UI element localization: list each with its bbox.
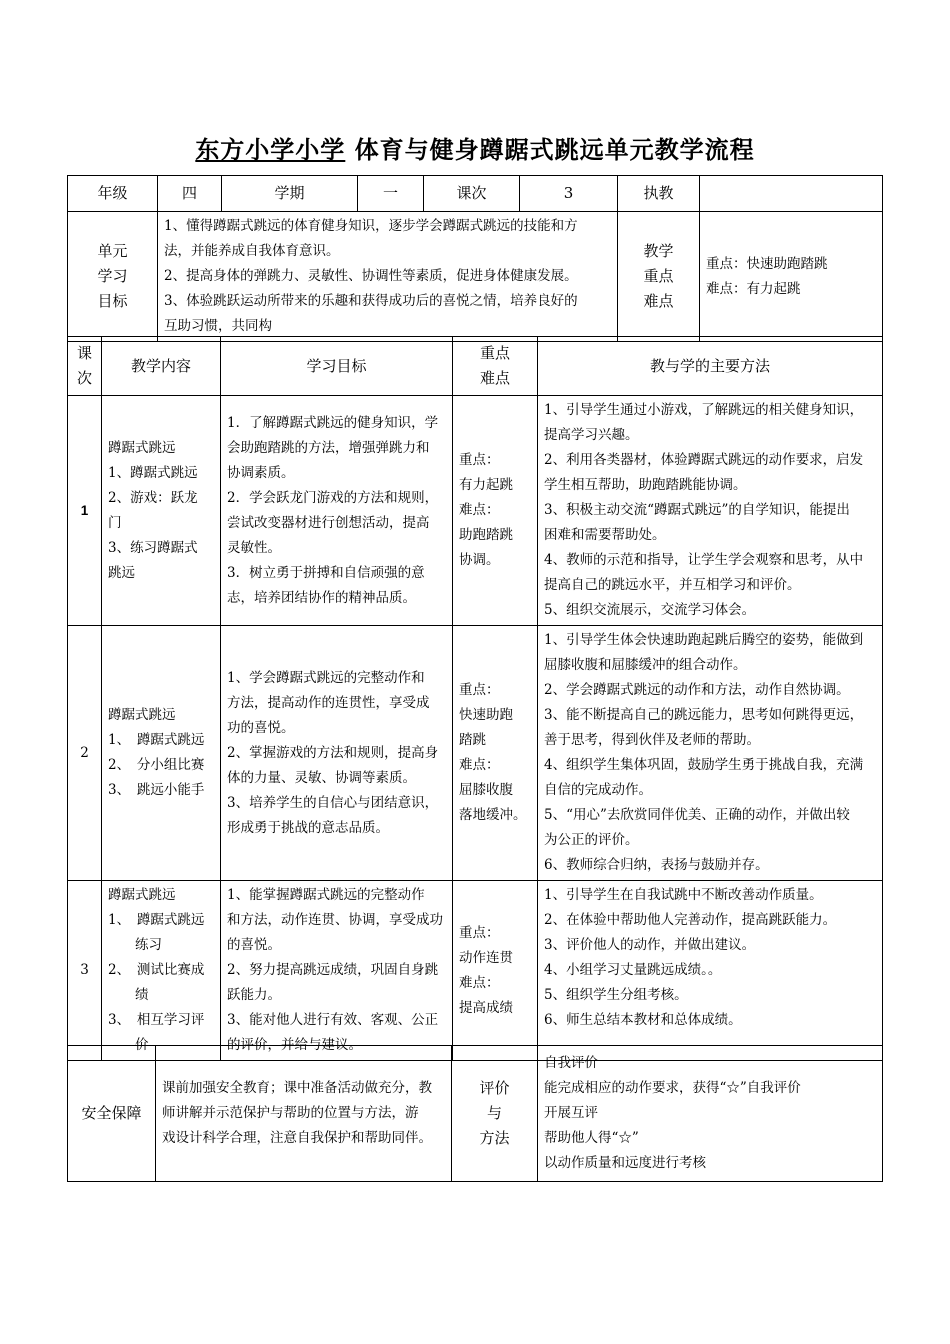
- col-objectives: 学习目标: [221, 337, 453, 396]
- lesson-content: 蹲踞式跳远 1、 蹲踞式跳远 练习 2、 测试比赛成 绩 3、 相互学习评 价: [102, 881, 221, 1061]
- lesson-objectives: 1、能掌握蹲踞式跳远的完整动作 和方法，动作连贯、协调，享受成功 的喜悦。 2、努力提高跳远成绩，巩固自身跳 跃能力。 3、能对他人进行有效、客观、公正 的评价，并给与建议。: [221, 881, 453, 1061]
- page-title: [0, 130, 950, 165]
- lesson-number: 2: [68, 626, 102, 881]
- col-key: 重点 难点: [453, 337, 538, 396]
- safety-text: 课前加强安全教育；课中准备活动做充分，教 师讲解并示范保护与帮助的位置与方法，游 戏设计科学合理，注意自我保护和帮助同伴。: [156, 1046, 452, 1182]
- teacher-label: 执教: [618, 176, 700, 212]
- grade-value: 四: [158, 176, 222, 212]
- unit-goals: 1、懂得蹲踞式跳远的体育健身知识，逐步学会蹲踞式跳远的技能和方 法，并能养成自我体育意识。 2、提高身体的弹跳力、灵敏性、协调性等素质，促进身体健康发展。 3、体验跳跃运动所带来的乐趣和获得成功后的喜悦之情，培养良好的 互助习惯，共同构: [158, 212, 618, 342]
- lesson-methods: 1、引导学生在自我试跳中不断改善动作质量。 2、在体验中帮助他人完善动作，提高跳跃能力。 3、评价他人的动作，并做出建议。 4、小组学习丈量跳远成绩。。 5、组织学生分组考核。 6、师生总结本教材和总体成绩。: [538, 881, 883, 1061]
- teacher-value: [700, 176, 883, 212]
- table-row: [68, 881, 883, 1061]
- lesson-value: 3: [520, 176, 618, 212]
- lesson-number: 3: [68, 881, 102, 1061]
- term-label: 学期: [222, 176, 358, 212]
- header-table: [67, 175, 883, 342]
- lesson-objectives: 1．了解蹲踞式跳远的健身知识，学 会助跑踏跳的方法，增强弹跳力和 协调素质。 2．学会跃龙门游戏的方法和规则， 尝试改变器材进行创想活动，提高 灵敏性。 3．树立勇于拼搏和自信顽强的意 志，培养团结协作的精神品质。: [221, 396, 453, 626]
- lesson-key-points: 重点： 动作连贯 难点： 提高成绩: [453, 881, 538, 1061]
- table-row: [68, 396, 883, 626]
- lesson-label: 课次: [424, 176, 520, 212]
- key-points: 重点：快速助跑踏跳 难点：有力起跳: [700, 212, 883, 342]
- lesson-key-points: 重点： 有力起跳 难点： 助跑踏跳 协调。: [453, 396, 538, 626]
- table-row: [68, 626, 883, 881]
- lesson-content: 蹲踞式跳远 1、蹲踞式跳远 2、游戏：跃龙 门 3、练习蹲踞式 跳远: [102, 396, 221, 626]
- evaluation-label: 评价 与 方法: [452, 1046, 538, 1182]
- evaluation-text: 自我评价 能完成相应的动作要求，获得“☆”自我评价 开展互评 帮助他人得“☆” 以动作质量和远度进行考核: [538, 1046, 883, 1182]
- lesson-objectives: 1、学会蹲踞式跳远的完整动作和 方法，提高动作的连贯性，享受成 功的喜悦。 2、掌握游戏的方法和规则，提高身 体的力量、灵敏、协调等素质。 3、培养学生的自信心与团结意识， 形成勇于挑战的意志品质。: [221, 626, 453, 881]
- lesson-key-points: 重点： 快速助跑 踏跳 难点： 屈膝收腹 落地缓冲。: [453, 626, 538, 881]
- lesson-number: 1: [68, 396, 102, 626]
- key-points-label: 教学 重点 难点: [618, 212, 700, 342]
- title-text: 体育与健身蹲踞式跳远单元教学流程: [345, 135, 755, 164]
- grade-label: 年级: [68, 176, 158, 212]
- safety-label: 安全保障: [68, 1046, 156, 1182]
- school-name: 东方小学小学: [195, 135, 346, 164]
- lessons-table: [67, 336, 883, 1061]
- col-methods: 教与学的主要方法: [538, 337, 883, 396]
- footer-table: [67, 1045, 883, 1182]
- lesson-methods: 1、引导学生体会快速助跑起跳后腾空的姿势，能做到 屈膝收腹和屈膝缓冲的组合动作。 2、学会蹲踞式跳远的动作和方法，动作自然协调。 3、能不断提高自己的跳远能力，思考如何跳得更远， 善于思考，得到伙伴及老师的帮助。 4、组织学生集体巩固，鼓励学生勇于挑战自我，充满 自信的完成动作。 5、“用心”去欣赏同伴优美、正确的动作，并做出较 为公正的评价。 6、教师综合归纳，表扬与鼓励并存。: [538, 626, 883, 881]
- lesson-content: 蹲踞式跳远 1、 蹲踞式跳远 2、 分小组比赛 3、 跳远小能手: [102, 626, 221, 881]
- term-value: 一: [358, 176, 424, 212]
- lesson-methods: 1、引导学生通过小游戏，了解跳远的相关健身知识， 提高学习兴趣。 2、利用各类器材，体验蹲踞式跳远的动作要求，启发 学生相互帮助，助跑踏跳能协调。 3、积极主动交流“蹲踞式跳远”的自学知识，能提出 困难和需要帮助处。 4、教师的示范和指导，让学生学会观察和思考，从中 提高自己的跳远水平，并互相学习和评价。 5、组织交流展示，交流学习体会。: [538, 396, 883, 626]
- col-lesson: 课 次: [68, 337, 102, 396]
- unit-goal-label: 单元 学习 目标: [68, 212, 158, 342]
- col-content: 教学内容: [102, 337, 221, 396]
